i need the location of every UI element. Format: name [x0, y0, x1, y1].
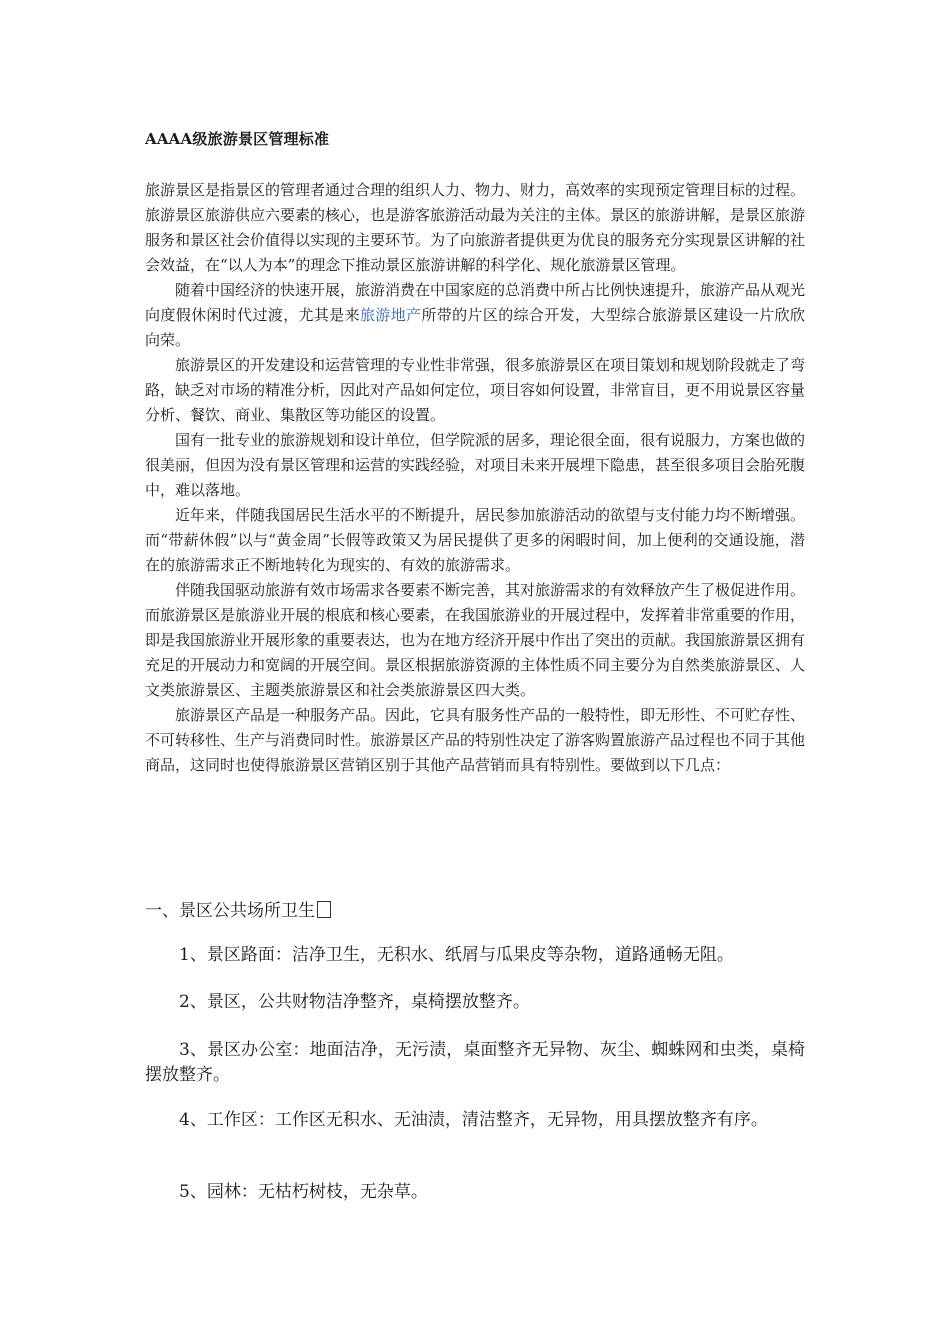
paragraph-text: 所带的片区的综合开发，大型综合旅游景区建设一片欣欣向荣。: [145, 306, 805, 349]
paragraph-recent-years: 近年来，伴随我国居民生活水平的不断提升，居民参加旅游活动的欲望与支付能力均不断增强。而“带薪休假”以与“黄金周”长假等政策又为居民提供了更多的闲暇时间，加上便利的交通设施，潜在的旅游需求正不断地转化为现实的、有效的旅游需求。: [145, 506, 806, 574]
paragraph-economic-development: [145, 278, 805, 353]
document-body: [145, 178, 805, 778]
paragraph-definition: 旅游景区是指景区的管理者通过合理的组织人力、物力、财力，高效率的实现预定管理目标的过程。: [145, 181, 806, 199]
list-item: 3、景区办公室：地面洁净，无污渍，桌面整齐无异物、灰尘、蜘蛛网和虫类，桌椅摆放整齐。: [145, 1040, 805, 1085]
section-heading: [145, 898, 331, 924]
paragraph-core-elements: 旅游景区旅游供应六要素的核心，也是游客旅游活动最为关注的主体。景区的旅游讲解，是景区旅游服务和景区社会价值得以实现的主要环节。为了向旅游者提供更为优良的服务充分实现景区讲解的社会效益，在“以人为本”的理念下推动景区旅游讲解的科学化、规化旅游景区管理。: [145, 206, 806, 274]
paragraph-text: 随着中国经济的快速开展，旅游消费在中国家庭的总消费中所占比例快速提升，旅游产品从观光向度假休闲时代过渡，尤其是来: [145, 281, 806, 324]
list-item: 4、工作区：工作区无积水、无油渍，清洁整齐，无异物，用具摆放整齐有序。: [179, 1110, 768, 1130]
section-heading-text: 一、景区公共场所卫生: [145, 901, 315, 921]
list-item: 1、景区路面：洁净卫生，无积水、纸屑与瓜果皮等杂物，道路通畅无阻。: [179, 945, 734, 965]
missing-glyph-box-icon: [317, 901, 331, 918]
paragraph-market-demand: 伴随我国驱动旅游有效市场需求各要素不断完善，其对旅游需求的有效释放产生了极促进作用。而旅游景区是旅游业开展的根底和核心要素，在我国旅游业的开展过程中，发挥着非常重要的作用，即是我国旅游业开展形象的重要表达，也为在地方经济开展中作出了突出的贡献。我国旅游景区拥有充足的开展动力和宽阔的开展空间。景区根据旅游资源的主体性质不同主要分为自然类旅游景区、人文类旅游景区、主题类旅游景区和社会类旅游景区四大类。: [145, 581, 806, 699]
list-item: 5、园林：无枯朽树枝，无杂草。: [179, 1182, 428, 1202]
paragraph-design-units: 国有一批专业的旅游规划和设计单位，但学院派的居多，理论很全面，很有说服力，方案也做的很美丽，但因为没有景区管理和运营的实践经验，对项目未来开展埋下隐患，甚至很多项目会胎死腹中，难以落地。: [145, 431, 806, 499]
document-title: AAAA级旅游景区管理标准: [145, 130, 330, 148]
paragraph-planning-issues: 旅游景区的开发建设和运营管理的专业性非常强，很多旅游景区在项目策划和规划阶段就走了弯路，缺乏对市场的精准分析，因此对产品如何定位，项目容如何设置，非常盲目，更不用说景区容量分析、餐饮、商业、集散区等功能区的设置。: [145, 356, 806, 424]
list-item: 2、景区，公共财物洁净整齐，桌椅摆放整齐。: [179, 992, 530, 1012]
tourism-real-estate-link[interactable]: 旅游地产: [360, 306, 422, 324]
paragraph-service-product: 旅游景区产品是一种服务产品。因此，它具有服务性产品的一般特性，即无形性、不可贮存性、不可转移性、生产与消费同时性。旅游景区产品的特别性决定了游客购置旅游产品过程也不同于其他商品，这同时也使得旅游景区营销区别于其他产品营销而具有特别性。要做到以下几点：: [145, 706, 806, 774]
